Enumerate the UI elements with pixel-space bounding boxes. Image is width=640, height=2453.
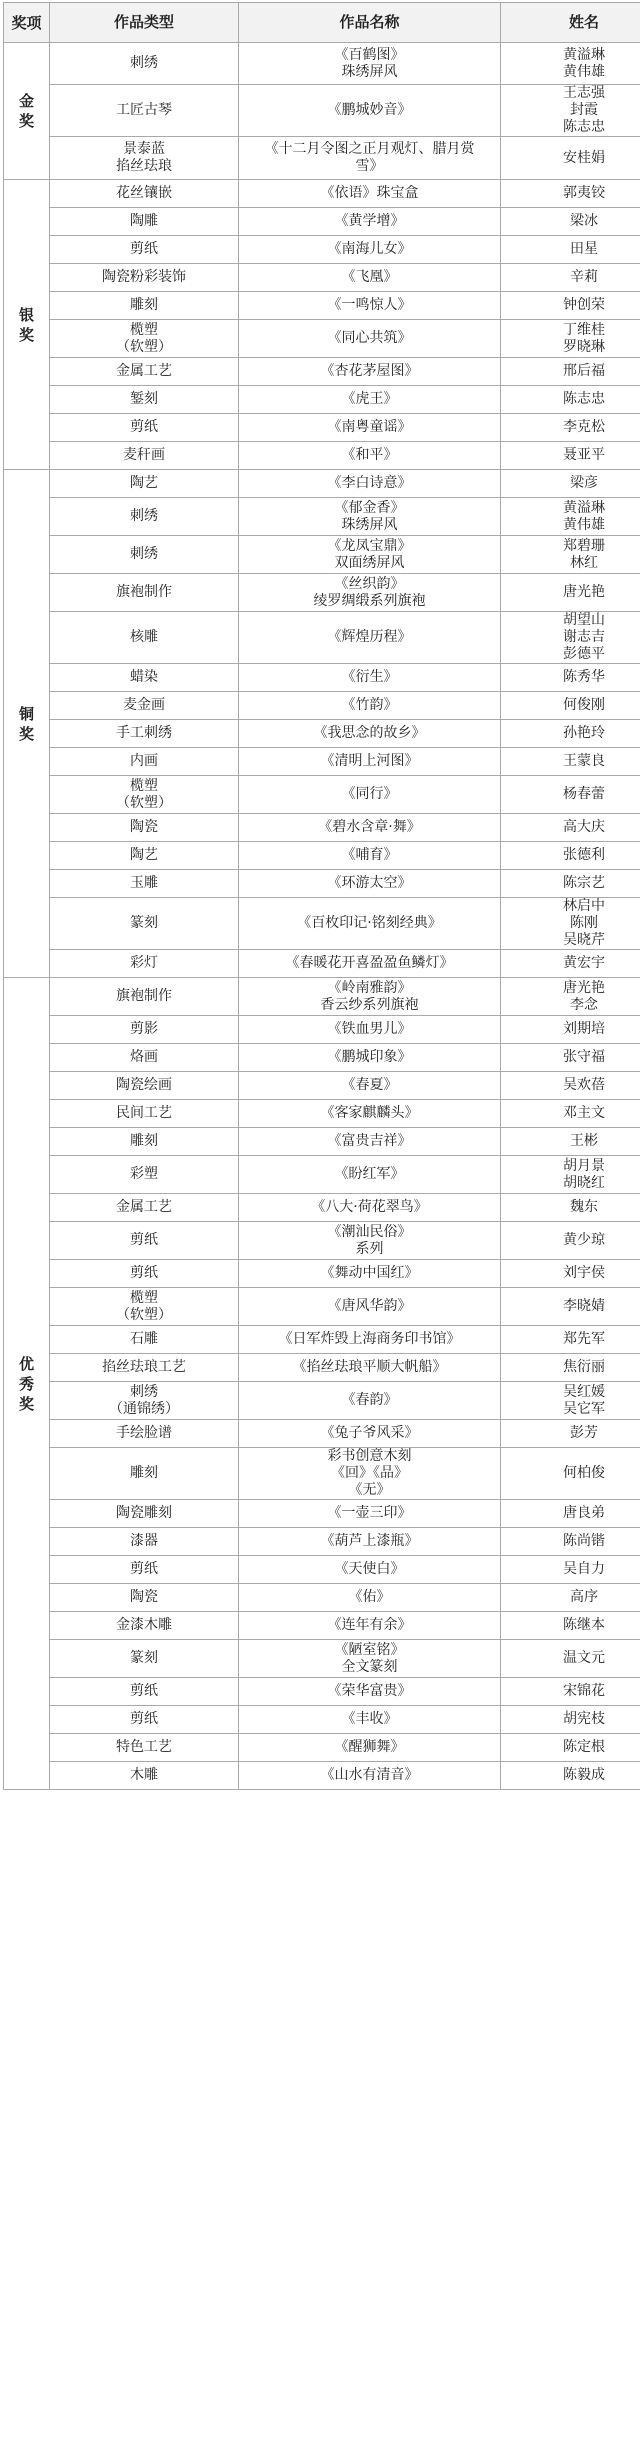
- table-row: [4, 748, 640, 776]
- work-type-cell: 彩塑: [50, 1156, 239, 1194]
- work-title-cell: 《辉煌历程》: [239, 612, 501, 664]
- work-type-cell: 陶艺: [50, 842, 239, 870]
- work-type-cell: 旗袍制作: [50, 978, 239, 1016]
- author-name-cell: 邢后福: [501, 358, 640, 386]
- author-name-cell: 焦衍丽: [501, 1354, 640, 1382]
- author-name-cell: 陈毅成: [501, 1762, 640, 1790]
- author-name-cell: 黄少琼: [501, 1222, 640, 1260]
- work-title-cell: 《一鸣惊人》: [239, 292, 501, 320]
- table-row: [4, 1100, 640, 1128]
- table-row: [4, 692, 640, 720]
- work-type-cell: 剪纸: [50, 1260, 239, 1288]
- table-row: [4, 292, 640, 320]
- table-row: [4, 1128, 640, 1156]
- table-row: [4, 1640, 640, 1678]
- table-row: [4, 1382, 640, 1420]
- work-type-cell: 剪纸: [50, 1556, 239, 1584]
- table-header-row: [4, 3, 640, 43]
- work-type-cell: 烙画: [50, 1044, 239, 1072]
- table-row: [4, 842, 640, 870]
- work-title-cell: 《葫芦上漆瓶》: [239, 1528, 501, 1556]
- author-name-cell: 刘期培: [501, 1016, 640, 1044]
- work-type-cell: 陶瓷: [50, 814, 239, 842]
- work-type-cell: 民间工艺: [50, 1100, 239, 1128]
- work-type-cell: 内画: [50, 748, 239, 776]
- work-title-cell: 《一壶三印》: [239, 1500, 501, 1528]
- work-title-cell: 《哺育》: [239, 842, 501, 870]
- header-work: 作品名称: [239, 3, 501, 43]
- table-row: [4, 870, 640, 898]
- work-type-cell: 剪纸: [50, 414, 239, 442]
- author-name-cell: 辛莉: [501, 264, 640, 292]
- work-type-cell: 刺绣 （通锦绣）: [50, 1382, 239, 1420]
- work-title-cell: 《我思念的故乡》: [239, 720, 501, 748]
- author-name-cell: 魏东: [501, 1194, 640, 1222]
- author-name-cell: 胡望山 谢志吉 彭德平: [501, 612, 640, 664]
- work-title-cell: 《南海儿女》: [239, 236, 501, 264]
- table-row: [4, 1260, 640, 1288]
- work-title-cell: 《十二月令图之正月观灯、腊月赏 雪》: [239, 137, 501, 180]
- work-title-cell: 《山水有清音》: [239, 1762, 501, 1790]
- author-name-cell: 张德利: [501, 842, 640, 870]
- work-title-cell: 《衍生》: [239, 664, 501, 692]
- author-name-cell: 王彬: [501, 1128, 640, 1156]
- work-title-cell: 《飞凰》: [239, 264, 501, 292]
- work-type-cell: 手工刺绣: [50, 720, 239, 748]
- author-name-cell: 张守福: [501, 1044, 640, 1072]
- work-type-cell: 漆器: [50, 1528, 239, 1556]
- author-name-cell: 梁冰: [501, 208, 640, 236]
- table-row: [4, 1706, 640, 1734]
- work-type-cell: 陶瓷粉彩装饰: [50, 264, 239, 292]
- table-row: [4, 1016, 640, 1044]
- table-row: [4, 414, 640, 442]
- work-title-cell: 《潮汕民俗》 系列: [239, 1222, 501, 1260]
- author-name-cell: 陈志忠: [501, 386, 640, 414]
- award-category: [4, 180, 50, 470]
- author-name-cell: 郑碧珊 林红: [501, 536, 640, 574]
- work-title-cell: 《盼红军》: [239, 1156, 501, 1194]
- author-name-cell: 王蒙良: [501, 748, 640, 776]
- table-row: [4, 1044, 640, 1072]
- work-title-cell: 《清明上河图》: [239, 748, 501, 776]
- author-name-cell: 邓主文: [501, 1100, 640, 1128]
- work-title-cell: 《依语》珠宝盒: [239, 180, 501, 208]
- author-name-cell: 李克松: [501, 414, 640, 442]
- table-row: [4, 776, 640, 814]
- author-name-cell: 宋锦花: [501, 1678, 640, 1706]
- author-name-cell: 唐光艳: [501, 574, 640, 612]
- work-type-cell: 剪纸: [50, 1706, 239, 1734]
- work-title-cell: 《同行》: [239, 776, 501, 814]
- table-row: [4, 1420, 640, 1448]
- author-name-cell: 陈继本: [501, 1612, 640, 1640]
- work-type-cell: 剪影: [50, 1016, 239, 1044]
- author-name-cell: 王志强 封霞 陈志忠: [501, 85, 640, 137]
- work-title-cell: 《鹏城印象》: [239, 1044, 501, 1072]
- table-row: [4, 814, 640, 842]
- work-type-cell: 彩灯: [50, 950, 239, 978]
- table-row: [4, 950, 640, 978]
- work-title-cell: 《百鹤图》 珠绣屏风: [239, 43, 501, 85]
- work-title-cell: 《百枚印记·铭刻经典》: [239, 898, 501, 950]
- table-row: [4, 498, 640, 536]
- work-title-cell: 《丰收》: [239, 1706, 501, 1734]
- work-title-cell: 《丝织韵》 绫罗绸缎系列旗袍: [239, 574, 501, 612]
- table-row: [4, 1678, 640, 1706]
- work-type-cell: 刺绣: [50, 498, 239, 536]
- award-label: 金奖: [18, 92, 34, 130]
- table-row: [4, 358, 640, 386]
- work-title-cell: 《岭南雅韵》 香云纱系列旗袍: [239, 978, 501, 1016]
- work-type-cell: 掐丝珐琅工艺: [50, 1354, 239, 1382]
- award-category: [4, 43, 50, 180]
- work-type-cell: 篆刻: [50, 898, 239, 950]
- table-row: [4, 1612, 640, 1640]
- author-name-cell: 林启中 陈刚 吴晓芹: [501, 898, 640, 950]
- table-row: [4, 1222, 640, 1260]
- work-type-cell: 錾刻: [50, 386, 239, 414]
- author-name-cell: 胡宪枝: [501, 1706, 640, 1734]
- header-type: 作品类型: [50, 3, 239, 43]
- table-row: [4, 898, 640, 950]
- table-row: [4, 1072, 640, 1100]
- author-name-cell: 陈尚锴: [501, 1528, 640, 1556]
- work-type-cell: 刺绣: [50, 43, 239, 85]
- work-title-cell: 《春夏》: [239, 1072, 501, 1100]
- author-name-cell: 梁彦: [501, 470, 640, 498]
- work-title-cell: 《佑》: [239, 1584, 501, 1612]
- work-title-cell: 《富贵吉祥》: [239, 1128, 501, 1156]
- work-title-cell: 《春暖花开喜盈盈鱼鳞灯》: [239, 950, 501, 978]
- author-name-cell: 吴自力: [501, 1556, 640, 1584]
- work-type-cell: 榄塑 （软塑）: [50, 1288, 239, 1326]
- author-name-cell: 郑先军: [501, 1326, 640, 1354]
- author-name-cell: 黄溢琳 黄伟雄: [501, 43, 640, 85]
- award-category: [4, 470, 50, 978]
- table-row: [4, 1354, 640, 1382]
- award-label: 优秀奖: [18, 1354, 34, 1413]
- author-name-cell: 黄溢琳 黄伟雄: [501, 498, 640, 536]
- author-name-cell: 田星: [501, 236, 640, 264]
- table-row: [4, 180, 640, 208]
- work-title-cell: 《南粤童谣》: [239, 414, 501, 442]
- work-type-cell: 剪纸: [50, 236, 239, 264]
- work-title-cell: 《日军炸毁上海商务印书馆》: [239, 1326, 501, 1354]
- author-name-cell: 吴欢蓓: [501, 1072, 640, 1100]
- table-row: [4, 386, 640, 414]
- work-type-cell: 石雕: [50, 1326, 239, 1354]
- table-row: [4, 978, 640, 1016]
- work-type-cell: 金漆木雕: [50, 1612, 239, 1640]
- table-row: [4, 43, 640, 85]
- work-type-cell: 雕刻: [50, 292, 239, 320]
- table-row: [4, 442, 640, 470]
- work-title-cell: 《掐丝珐琅平顺大帆船》: [239, 1354, 501, 1382]
- table-row: [4, 137, 640, 180]
- work-type-cell: 陶雕: [50, 208, 239, 236]
- table-row: [4, 1288, 640, 1326]
- table-row: [4, 208, 640, 236]
- work-type-cell: 花丝镶嵌: [50, 180, 239, 208]
- work-title-cell: 《黄学增》: [239, 208, 501, 236]
- table-row: [4, 1194, 640, 1222]
- work-type-cell: 金属工艺: [50, 1194, 239, 1222]
- work-type-cell: 玉雕: [50, 870, 239, 898]
- author-name-cell: 李晓婧: [501, 1288, 640, 1326]
- work-type-cell: 麦金画: [50, 692, 239, 720]
- award-label: 铜奖: [18, 704, 34, 743]
- table-row: [4, 1528, 640, 1556]
- work-type-cell: 榄塑 （软塑）: [50, 776, 239, 814]
- author-name-cell: 陈定根: [501, 1734, 640, 1762]
- table-row: [4, 574, 640, 612]
- work-title-cell: 《春韵》: [239, 1382, 501, 1420]
- work-title-cell: 《荣华富贵》: [239, 1678, 501, 1706]
- award-table: [3, 2, 640, 1790]
- work-title-cell: 《杏花茅屋图》: [239, 358, 501, 386]
- author-name-cell: 安桂娟: [501, 137, 640, 180]
- work-title-cell: 《和平》: [239, 442, 501, 470]
- author-name-cell: 郭夷铰: [501, 180, 640, 208]
- work-title-cell: 《陋室铭》 全文篆刻: [239, 1640, 501, 1678]
- table-row: [4, 320, 640, 358]
- author-name-cell: 唐良弟: [501, 1500, 640, 1528]
- author-name-cell: 胡月景 胡晓红: [501, 1156, 640, 1194]
- work-title-cell: 《龙凤宝鼎》 双面绣屏风: [239, 536, 501, 574]
- work-type-cell: 陶瓷: [50, 1584, 239, 1612]
- work-title-cell: 《天使白》: [239, 1556, 501, 1584]
- work-type-cell: 蜡染: [50, 664, 239, 692]
- work-type-cell: 手绘脸谱: [50, 1420, 239, 1448]
- author-name-cell: 温文元: [501, 1640, 640, 1678]
- table-row: [4, 1326, 640, 1354]
- author-name-cell: 杨春蕾: [501, 776, 640, 814]
- author-name-cell: 何柏俊: [501, 1448, 640, 1500]
- work-title-cell: 《八大·荷花翠鸟》: [239, 1194, 501, 1222]
- author-name-cell: 彭芳: [501, 1420, 640, 1448]
- author-name-cell: 聂亚平: [501, 442, 640, 470]
- work-type-cell: 雕刻: [50, 1128, 239, 1156]
- work-title-cell: 《连年有余》: [239, 1612, 501, 1640]
- work-title-cell: 《同心共筑》: [239, 320, 501, 358]
- work-type-cell: 旗袍制作: [50, 574, 239, 612]
- work-title-cell: 《唐风华韵》: [239, 1288, 501, 1326]
- table-row: [4, 612, 640, 664]
- author-name-cell: 钟创荣: [501, 292, 640, 320]
- work-type-cell: 篆刻: [50, 1640, 239, 1678]
- table-row: [4, 664, 640, 692]
- work-title-cell: 《醒狮舞》: [239, 1734, 501, 1762]
- work-title-cell: 《虎王》: [239, 386, 501, 414]
- work-type-cell: 木雕: [50, 1762, 239, 1790]
- work-title-cell: 《李白诗意》: [239, 470, 501, 498]
- award-list-document: [3, 2, 637, 1790]
- author-name-cell: 丁维桂 罗晓琳: [501, 320, 640, 358]
- author-name-cell: 吴红媛 吴它军: [501, 1382, 640, 1420]
- work-title-cell: 《客家麒麟头》: [239, 1100, 501, 1128]
- award-label: 银奖: [18, 305, 34, 344]
- work-type-cell: 景泰蓝 掐丝珐琅: [50, 137, 239, 180]
- author-name-cell: 陈秀华: [501, 664, 640, 692]
- table-row: [4, 1762, 640, 1790]
- work-type-cell: 陶艺: [50, 470, 239, 498]
- work-type-cell: 剪纸: [50, 1678, 239, 1706]
- table-row: [4, 236, 640, 264]
- work-type-cell: 核雕: [50, 612, 239, 664]
- author-name-cell: 何俊刚: [501, 692, 640, 720]
- table-row: [4, 1734, 640, 1762]
- table-row: [4, 1500, 640, 1528]
- author-name-cell: 刘宇侯: [501, 1260, 640, 1288]
- author-name-cell: 陈宗艺: [501, 870, 640, 898]
- table-body: [4, 43, 640, 1790]
- header-award: 奖项: [4, 3, 50, 43]
- table-row: [4, 1584, 640, 1612]
- work-title-cell: 《鹏城妙音》: [239, 85, 501, 137]
- work-title-cell: 《竹韵》: [239, 692, 501, 720]
- work-type-cell: 榄塑 （软塑）: [50, 320, 239, 358]
- table-row: [4, 85, 640, 137]
- work-type-cell: 特色工艺: [50, 1734, 239, 1762]
- author-name-cell: 唐光艳 李念: [501, 978, 640, 1016]
- table-row: [4, 264, 640, 292]
- work-title-cell: 《兔子爷风采》: [239, 1420, 501, 1448]
- work-type-cell: 麦秆画: [50, 442, 239, 470]
- work-type-cell: 雕刻: [50, 1448, 239, 1500]
- author-name-cell: 黄宏宇: [501, 950, 640, 978]
- author-name-cell: 孙艳玲: [501, 720, 640, 748]
- work-title-cell: 《郁金香》 珠绣屏风: [239, 498, 501, 536]
- work-type-cell: 剪纸: [50, 1222, 239, 1260]
- table-row: [4, 1448, 640, 1500]
- author-name-cell: 高序: [501, 1584, 640, 1612]
- table-row: [4, 1556, 640, 1584]
- award-category: [4, 978, 50, 1790]
- work-title-cell: 彩书创意木刻 《回》《品》 《无》: [239, 1448, 501, 1500]
- header-name: 姓名: [501, 3, 640, 43]
- work-type-cell: 工匠古琴: [50, 85, 239, 137]
- table-row: [4, 470, 640, 498]
- work-title-cell: 《舞动中国红》: [239, 1260, 501, 1288]
- work-type-cell: 金属工艺: [50, 358, 239, 386]
- table-row: [4, 1156, 640, 1194]
- work-title-cell: 《环游太空》: [239, 870, 501, 898]
- author-name-cell: 高大庆: [501, 814, 640, 842]
- work-type-cell: 陶瓷绘画: [50, 1072, 239, 1100]
- work-title-cell: 《碧水含章·舞》: [239, 814, 501, 842]
- table-row: [4, 720, 640, 748]
- table-row: [4, 536, 640, 574]
- work-title-cell: 《铁血男儿》: [239, 1016, 501, 1044]
- work-type-cell: 刺绣: [50, 536, 239, 574]
- work-type-cell: 陶瓷雕刻: [50, 1500, 239, 1528]
